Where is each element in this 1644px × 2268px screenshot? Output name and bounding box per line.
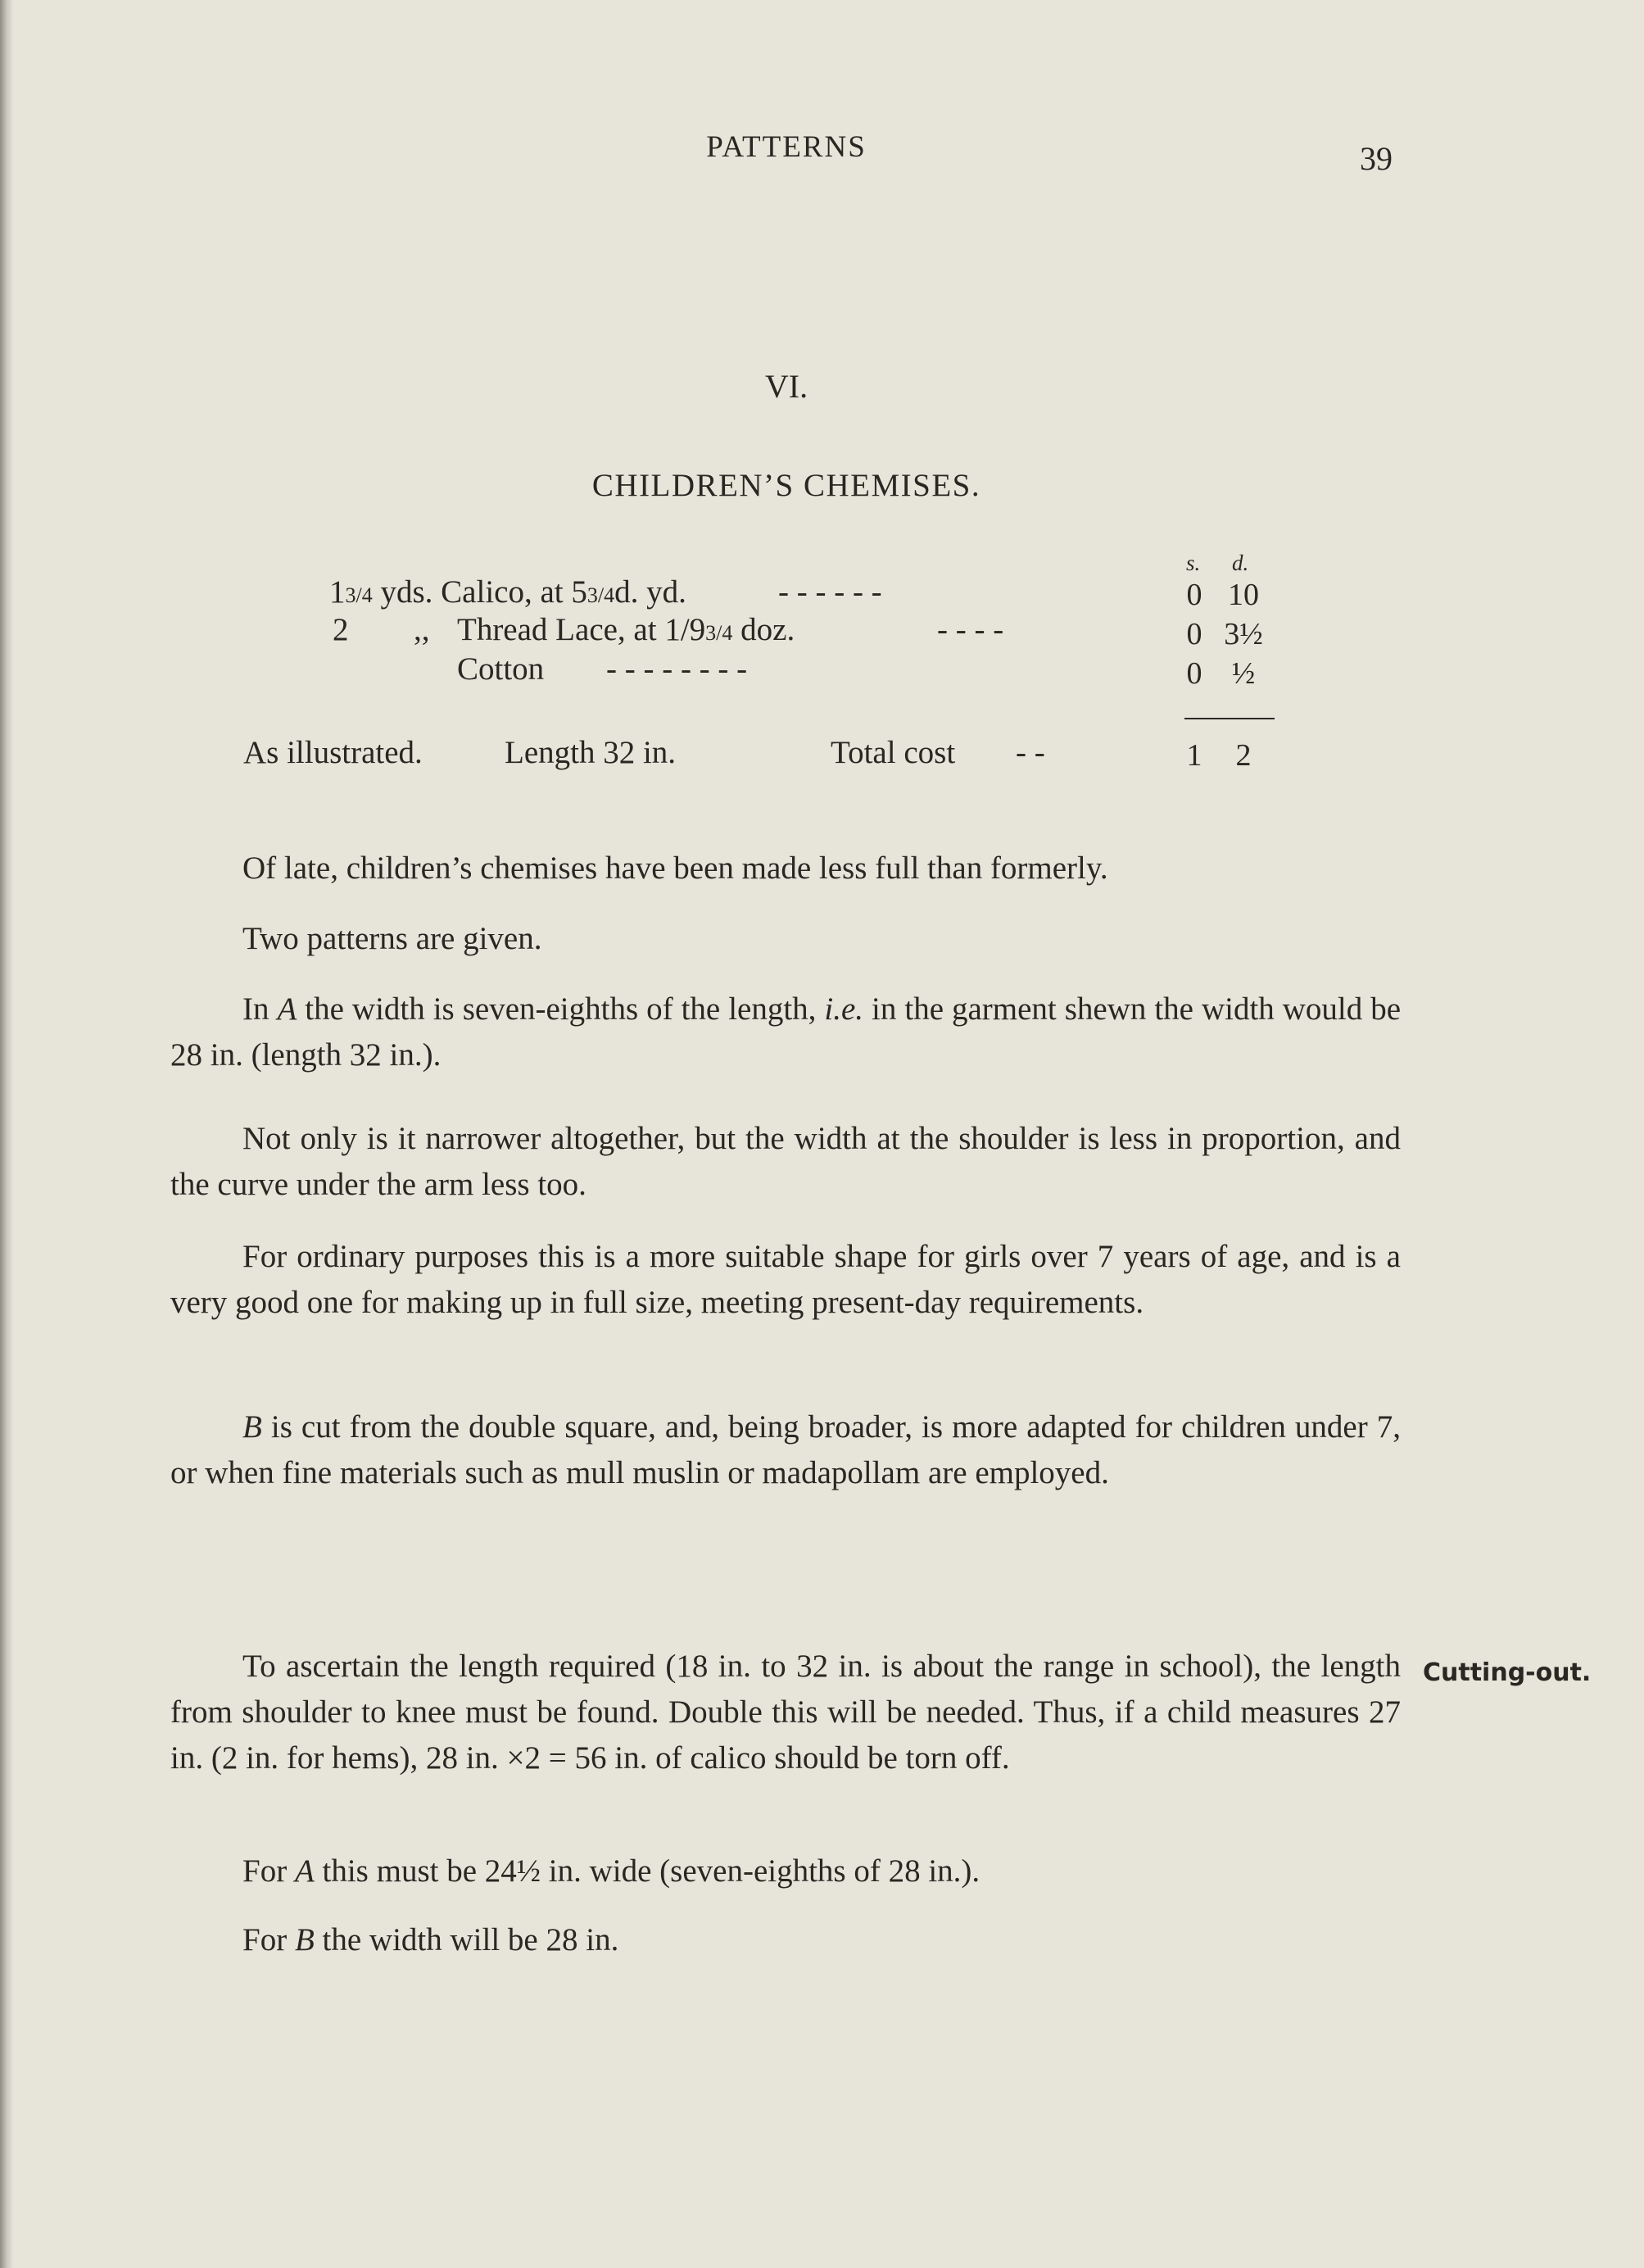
- cost-row-thread-lace-description: [457, 611, 795, 648]
- section-title: CHILDREN’S CHEMISES.: [591, 468, 981, 503]
- dot-leaders: - - - - - -: [778, 574, 882, 610]
- cost-row-ditto-mark: ,,: [414, 612, 430, 647]
- pattern-letter: B: [242, 1409, 262, 1445]
- total-shillings: 1: [1186, 738, 1202, 773]
- pattern-letter: A: [277, 991, 297, 1027]
- paragraph: B is cut from the double square, and, being broader, is more adapted for children under 7, or when fine materials such as mull muslin or madapollam are employed.: [170, 1409, 1401, 1490]
- paragraph: For A this must be 24½ in. wide (seven-eighths of 28 in.).: [242, 1853, 981, 1889]
- paragraph: Not only is it narrower altogether, but the width at the shoulder is less in proportion, and the curve under the arm less too.: [170, 1121, 1401, 1202]
- column-head-shillings: s.: [1186, 551, 1201, 575]
- cost-row-price-fraction: 3/4: [586, 583, 615, 607]
- cost-row-quantity: 1: [329, 574, 346, 610]
- margin-note: Cutting-out.: [1423, 1658, 1592, 1687]
- page-spine-shadow: [0, 0, 13, 2268]
- total-rule: [1184, 718, 1275, 719]
- cost-row-calico: [329, 574, 686, 610]
- cost-row-description: Cotton: [457, 651, 545, 687]
- paragraph: To ascertain the length required (18 in. to 32 in. is about the range in school), the length from shoulder to knee must be found. Double this will be needed. Thus, if a child measures 27 in. (2 in. for hems), 28 in. ×2 = 56 in. of calico should be torn off.: [170, 1649, 1401, 1776]
- paragraph: Two patterns are given.: [242, 921, 542, 956]
- cost-row-description: Thread Lace, at 1/9: [457, 612, 706, 647]
- amount-shillings: 0: [1186, 578, 1202, 612]
- section-number: VI.: [764, 368, 808, 405]
- column-head-pence: d.: [1232, 551, 1249, 575]
- cost-row-thread-lace: [333, 611, 349, 648]
- total-pence: 2: [1235, 738, 1252, 773]
- paragraph: Of late, children’s chemises have been made less full than formerly.: [242, 850, 1108, 886]
- dot-leaders: - - - - - - - -: [606, 651, 748, 687]
- cost-row-quantity-fraction: 3/4: [345, 583, 373, 607]
- page-number: 39: [1360, 140, 1393, 177]
- cost-row-quantity: 2: [333, 612, 349, 647]
- cost-row-description-tail: d. yd.: [614, 574, 686, 610]
- paragraph: For B the width will be 28 in.: [242, 1922, 619, 1957]
- dot-leaders: - - - -: [937, 612, 1004, 647]
- pattern-letter: A: [294, 1853, 315, 1889]
- total-note: As illustrated.: [243, 735, 423, 770]
- amount-pence: 3½: [1224, 617, 1263, 651]
- cost-row-price-fraction: 3/4: [705, 621, 733, 645]
- pattern-letter: B: [294, 1922, 315, 1957]
- cost-row-description-tail: doz.: [732, 612, 795, 647]
- cost-row-description: yds. Calico, at 5: [372, 574, 587, 610]
- cost-row-cotton: [457, 651, 544, 687]
- total-label: Total cost: [831, 735, 956, 770]
- amount-shillings: 0: [1186, 617, 1202, 651]
- amount-shillings: 0: [1186, 656, 1202, 691]
- paragraph: In A the width is seven-eighths of the length, i.e. in the garment shewn the width would be 28 in. (length 32 in.).: [170, 991, 1402, 1073]
- paragraph: For ordinary purposes this is a more suitable shape for girls over 7 years of age, and is a very good one for making up in full size, meeting present-day requirements.: [170, 1239, 1401, 1320]
- amount-pence: ½: [1231, 656, 1256, 691]
- dot-leaders: - -: [1016, 735, 1045, 770]
- amount-pence: 10: [1228, 578, 1259, 612]
- total-length: Length 32 in.: [505, 735, 677, 770]
- running-title: PATTERNS: [706, 130, 867, 164]
